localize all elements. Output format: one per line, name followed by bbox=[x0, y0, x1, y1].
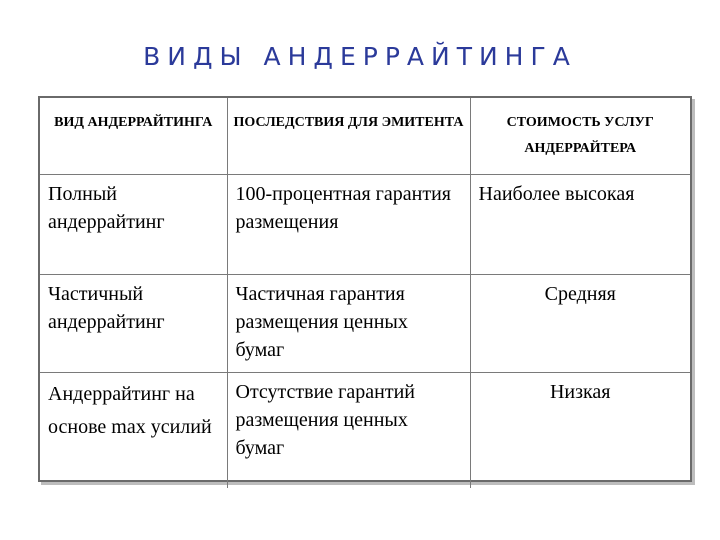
table-row bbox=[40, 274, 690, 372]
underwriting-table bbox=[38, 96, 692, 482]
cell-cost: Низкая bbox=[470, 372, 690, 488]
cell-cost: Средняя bbox=[470, 274, 690, 372]
cell-cost: Наиболее высокая bbox=[470, 174, 690, 274]
header-type: ВИД АНДЕРРАЙТИНГА bbox=[40, 98, 227, 174]
cell-type: Полный андеррайтинг bbox=[40, 174, 227, 274]
header-cost: СТОИМОСТЬ УСЛУГ АНДЕРРАЙТЕРА bbox=[470, 98, 690, 174]
cell-consequences: Частичная гарантия размещения ценных бумаг bbox=[227, 274, 470, 372]
table-header-row bbox=[40, 98, 690, 174]
cell-consequences: Отсутствие гарантий размещения ценных бумаг bbox=[227, 372, 470, 488]
cell-consequences: 100-процентная гарантия размещения bbox=[227, 174, 470, 274]
table-row bbox=[40, 174, 690, 274]
page-title: ВИДЫ АНДЕРРАЙТИНГА bbox=[143, 42, 577, 71]
cell-type: Частичный андеррайтинг bbox=[40, 274, 227, 372]
header-consequences: ПОСЛЕДСТВИЯ ДЛЯ ЭМИТЕНТА bbox=[227, 98, 470, 174]
cell-type: Андеррайтинг на основе max усилий bbox=[40, 372, 227, 488]
table-row bbox=[40, 372, 690, 488]
